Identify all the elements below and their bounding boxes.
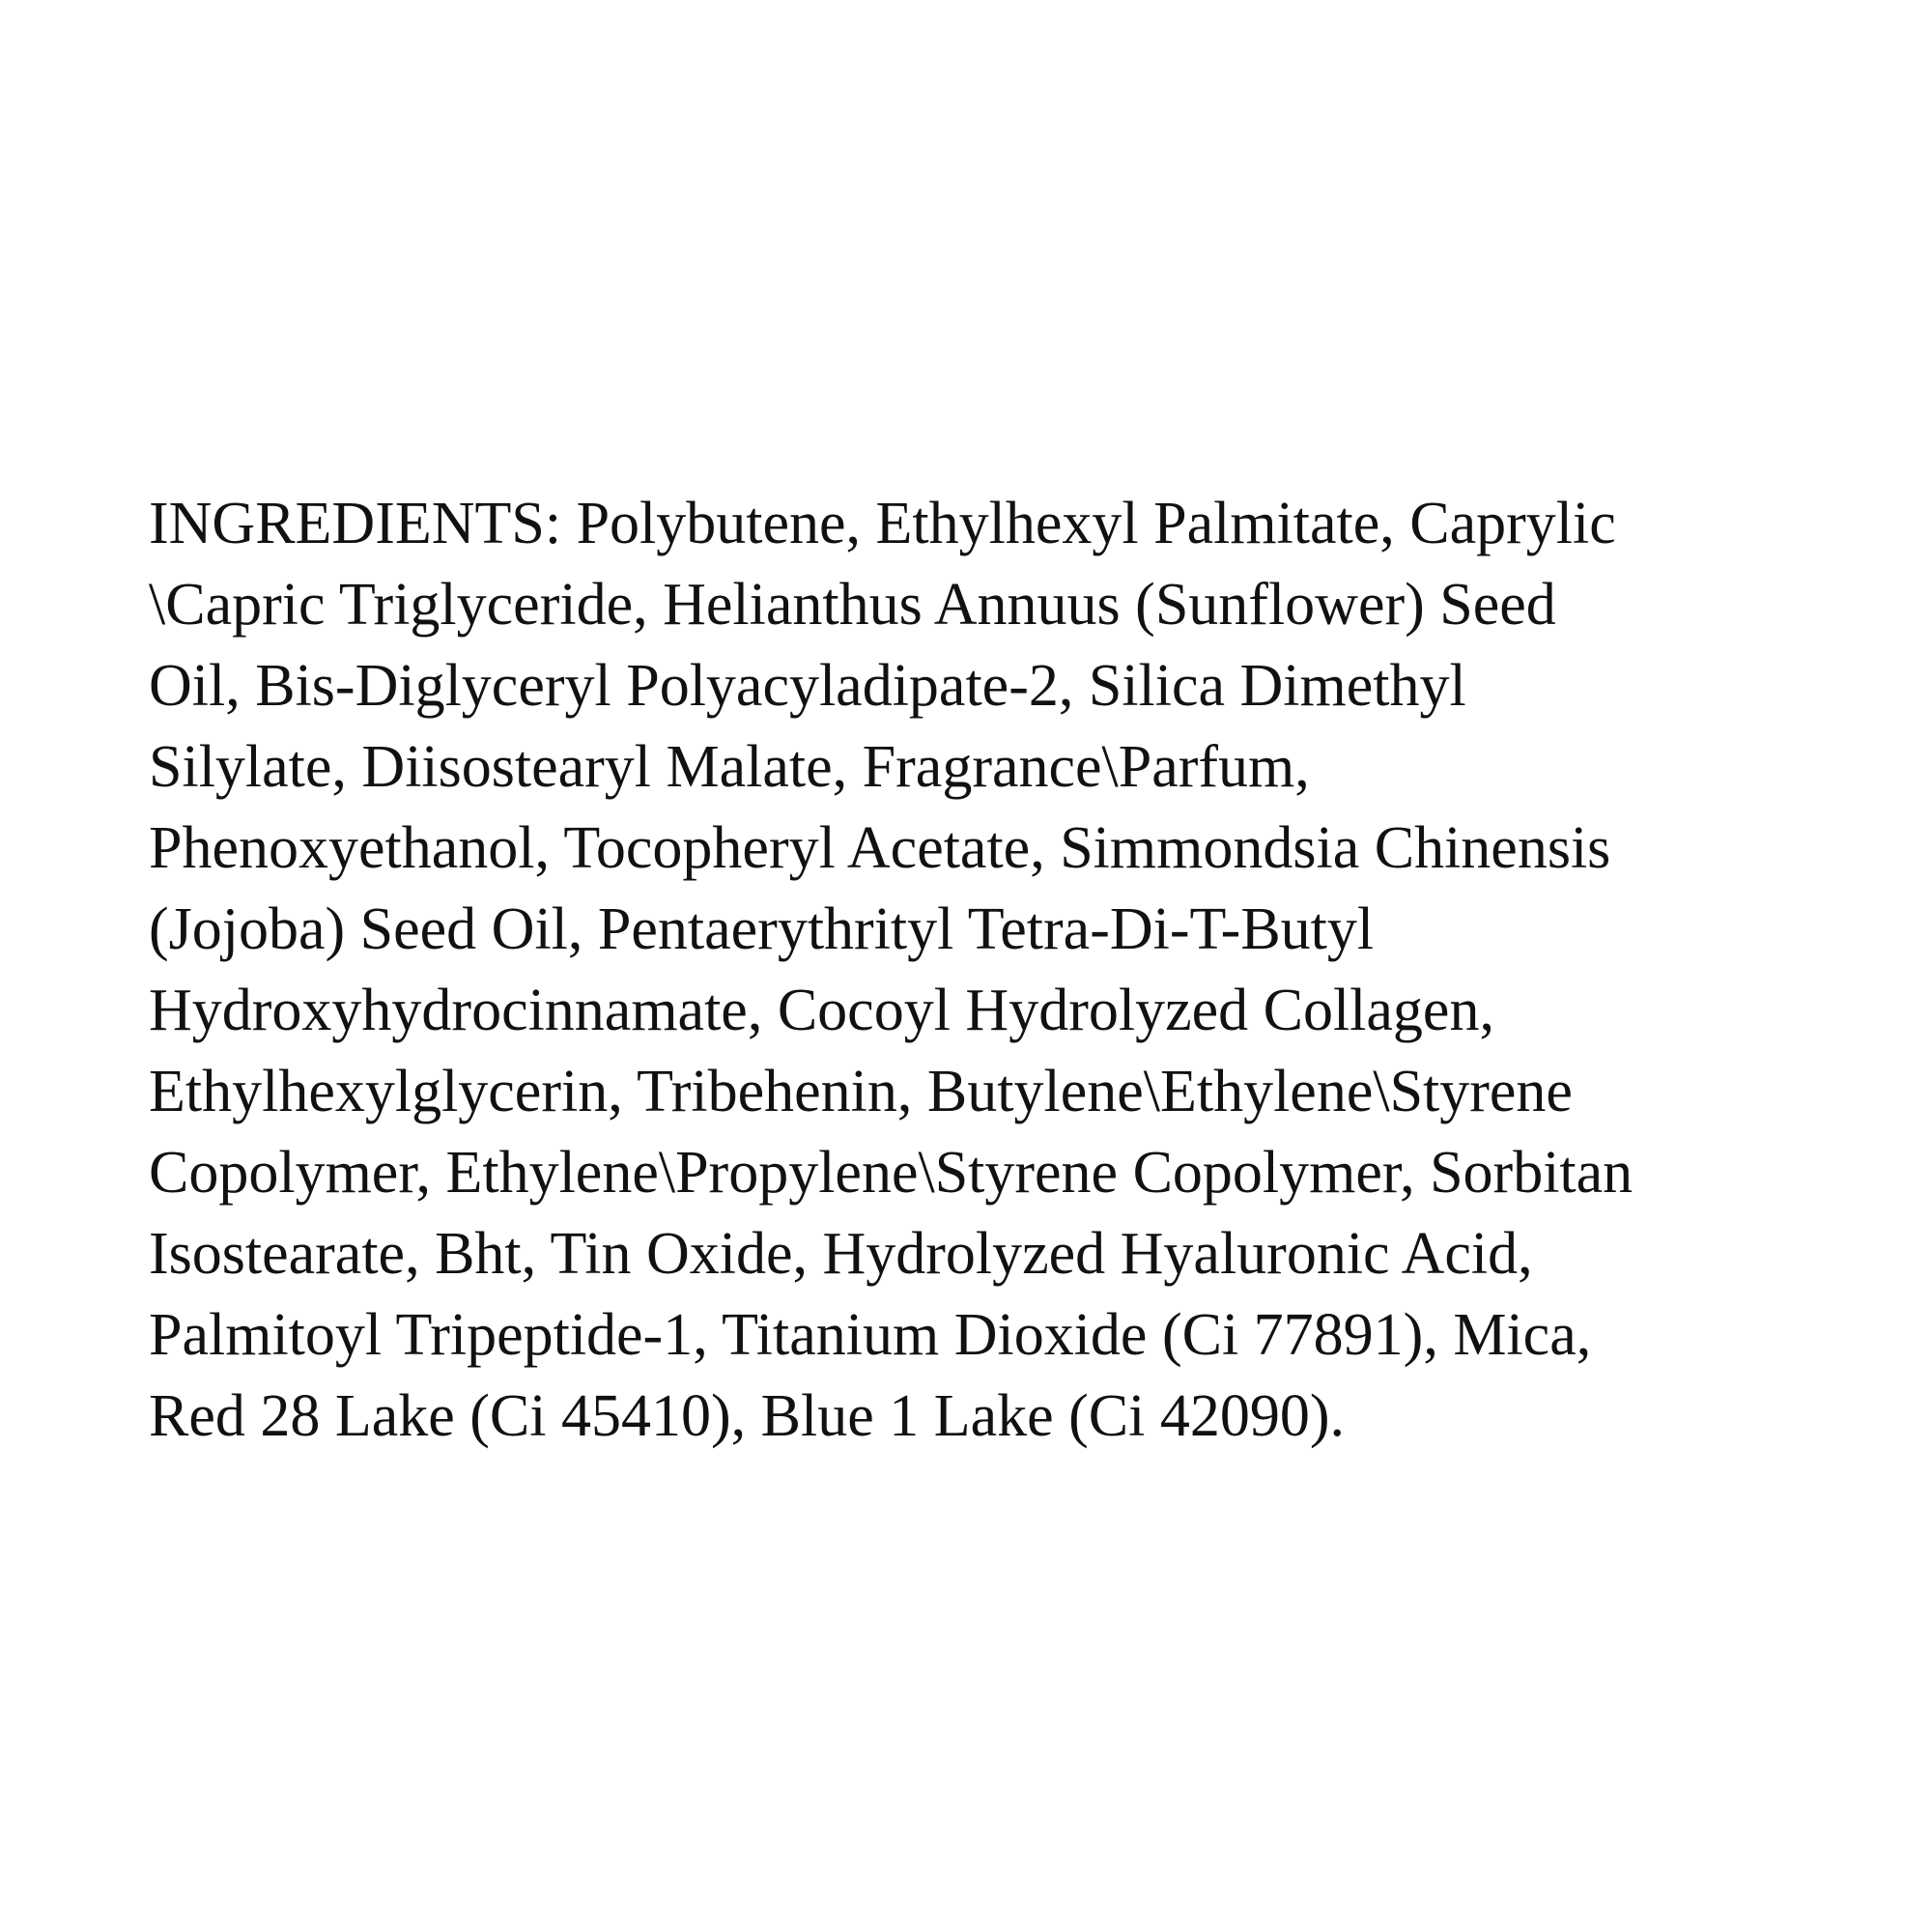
- ingredients-line: (Jojoba) Seed Oil, Pentaerythrityl Tetra-Di-T-Butyl: [149, 896, 1375, 962]
- ingredients-line: INGREDIENTS: Polybutene, Ethylhexyl Palmitate, Caprylic: [149, 491, 1616, 556]
- ingredients-line: Silylate, Diisostearyl Malate, Fragrance\Parfum,: [149, 734, 1310, 800]
- ingredients-line: \Capric Triglyceride, Helianthus Annuus (Sunflower) Seed: [149, 572, 1556, 638]
- ingredients-line: Red 28 Lake (Ci 45410), Blue 1 Lake (Ci 42090).: [149, 1383, 1346, 1449]
- ingredients-line: Copolymer, Ethylene\Propylene\Styrene Copolymer, Sorbitan: [149, 1140, 1634, 1206]
- ingredients-text-block: [149, 483, 1839, 1457]
- ingredients-line: Hydroxyhydrocinnamate, Cocoyl Hydrolyzed Collagen,: [149, 978, 1494, 1043]
- ingredients-line: Isostearate, Bht, Tin Oxide, Hydrolyzed Hyaluronic Acid,: [149, 1221, 1533, 1287]
- ingredients-line: Palmitoyl Tripeptide-1, Titanium Dioxide (Ci 77891), Mica,: [149, 1302, 1592, 1368]
- ingredients-line: Phenoxyethanol, Tocopheryl Acetate, Simmondsia Chinensis: [149, 815, 1611, 881]
- ingredients-line: Oil, Bis-Diglyceryl Polyacyladipate-2, Silica Dimethyl: [149, 653, 1466, 719]
- ingredients-line: Ethylhexylglycerin, Tribehenin, Butylene\Ethylene\Styrene: [149, 1059, 1573, 1124]
